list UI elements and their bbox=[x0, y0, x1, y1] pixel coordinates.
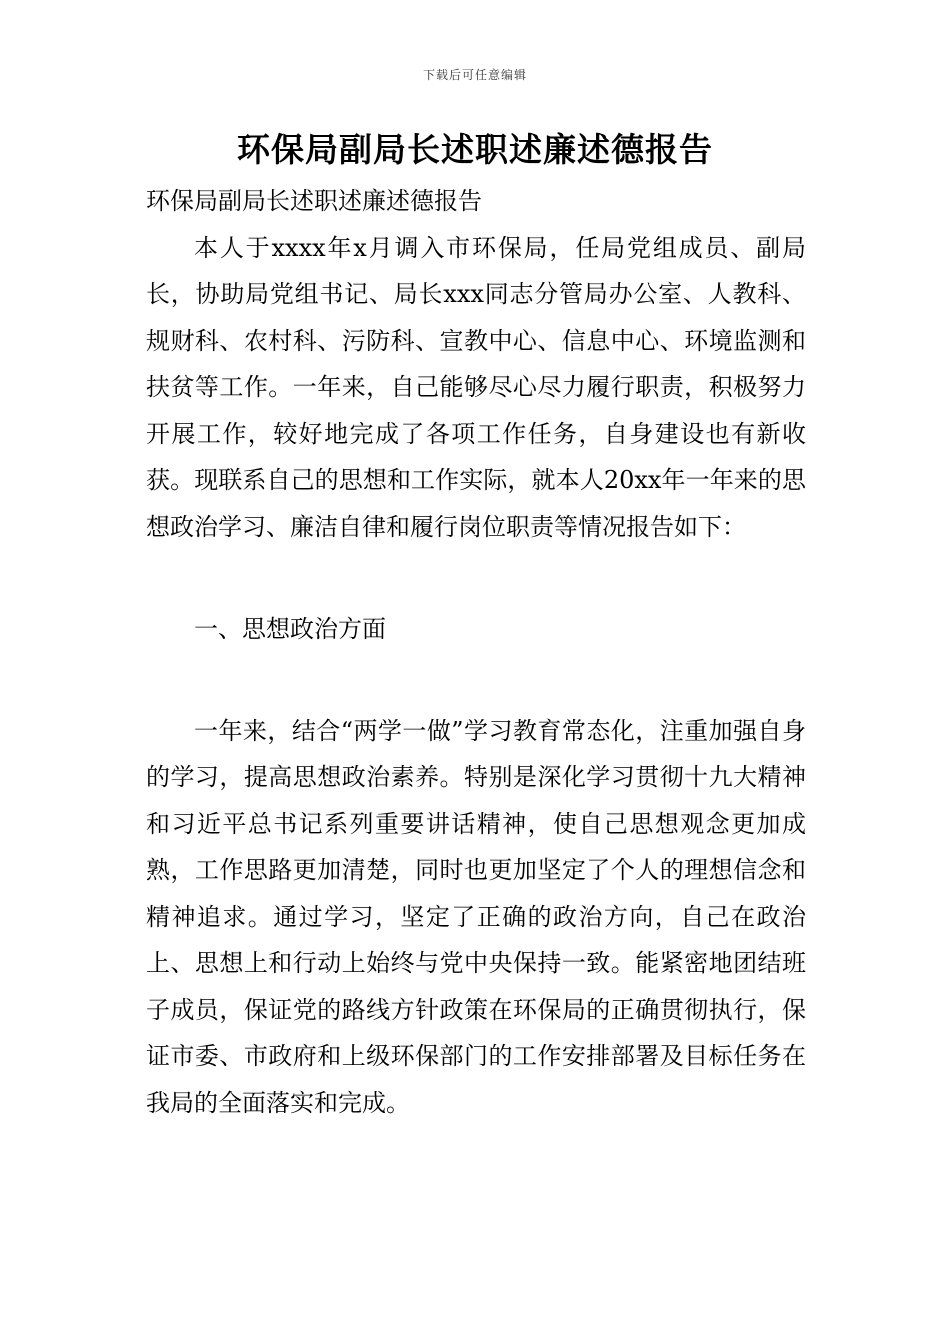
document-body bbox=[146, 178, 806, 1126]
section-heading-1: 一、思想政治方面 bbox=[194, 615, 386, 643]
document-title: 环保局副局长述职述廉述德报告 bbox=[237, 130, 713, 169]
section-1-paragraph: 一年来，结合“两学一做”学习教育常态化，注重加强自身的学习，提高思想政治素养。特别是深化学习贯彻十九大精神和习近平总书记系列重要讲话精神，使自己思想观念更加成熟，工作思路更加清楚，同时也更加坚定了个人的理想信念和精神追求。通过学习，坚定了正确的政治方向，自己在政治上、思想上和行动上始终与党中央保持一致。能紧密地团结班子成员，保证党的路线方针政策在环保局的正确贯彻执行，保证市委、市政府和上级环保部门的工作安排部署及目标任务在我局的全面落实和完成。 bbox=[146, 716, 806, 1117]
document-subtitle: 环保局副局长述职述廉述德报告 bbox=[146, 187, 482, 215]
intro-paragraph: 本人于xxxx年x月调入市环保局，任局党组成员、副局长，协助局党组书记、局长xxx同志分管局办公室、人教科、规财科、农村科、污防科、宣教中心、信息中心、环境监测和扶贫等工作。一年来，自己能够尽心尽力履行职责，积极努力开展工作，较好地完成了各项工作任务，自身建设也有新收获。现联系自己的思想和工作实际，就本人20xx年一年来的思想政治学习、廉洁自律和履行岗位职责等情况报告如下： bbox=[146, 233, 806, 541]
page-header-note: 下载后可任意编辑 bbox=[422, 68, 527, 82]
